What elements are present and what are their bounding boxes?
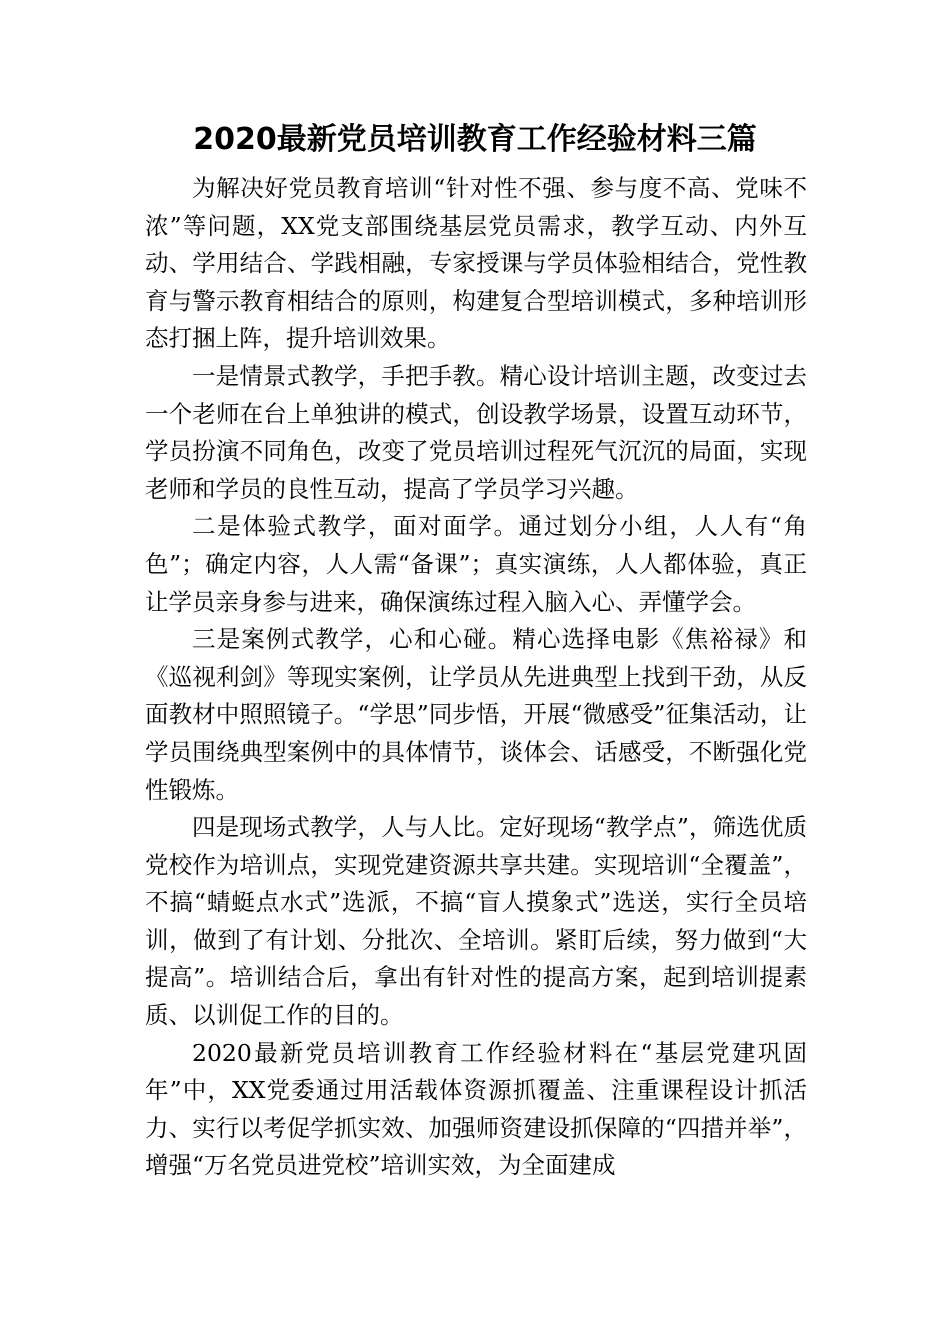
paragraph-intro: 为解决好党员教育培训“针对性不强、参与度不高、党味不浓”等问题，XX党支部围绕基层党员需求，教学互动、内外互动、学用结合、学践相融，专家授课与学员体验相结合，党性教育与警示教育相结合的原则，构建复合型培训模式，多种培训形态打捆上阵，提升培训效果。 — [145, 174, 807, 353]
paragraph-scenario-teaching: 一是情景式教学，手把手教。精心设计培训主题，改变过去一个老师在台上单独讲的模式，创设教学场景，设置互动环节，学员扮演不同角色，改变了党员培训过程死气沉沉的局面，实现老师和学员的良性互动，提高了学员学习兴趣。 — [145, 361, 807, 503]
document-title: 2020最新党员培训教育工作经验材料三篇 — [193, 122, 757, 157]
paragraph-experiential-teaching: 二是体验式教学，面对面学。通过划分小组，人人有“角色”；确定内容，人人需“备课”；真实演练，人人都体验，真正让学员亲身参与进来，确保演练过程入脑入心、弄懂学会。 — [145, 512, 807, 616]
paragraph-party-school-training: 2020最新党员培训教育工作经验材料在“基层党建巩固年”中，XX党委通过用活载体资源抓覆盖、注重课程设计抓活力、实行以考促学抓实效、加强师资建设抓保障的“四措并举”，增强“万名党员进党校”培训实效，为全面建成 — [145, 1038, 807, 1180]
paragraph-case-teaching: 三是案例式教学，心和心碰。精心选择电影《焦裕禄》和《巡视利剑》等现实案例，让学员从先进典型上找到干劲，从反面教材中照照镜子。“学思”同步悟，开展“微感受”征集活动，让学员围绕典型案例中的具体情节，谈体会、话感受，不断强化党性锻炼。 — [145, 625, 807, 804]
paragraph-onsite-teaching: 四是现场式教学，人与人比。定好现场“教学点”，筛选优质党校作为培训点，实现党建资源共享共建。实现培训“全覆盖”，不搞“蜻蜓点水式”选派，不搞“盲人摸象式”选送，实行全员培训，做到了有计划、分批次、全培训。紧盯后续，努力做到“大提高”。培训结合后，拿出有针对性的提高方案，起到培训提素质、以训促工作的目的。 — [145, 813, 807, 1030]
document-body — [145, 170, 807, 1185]
